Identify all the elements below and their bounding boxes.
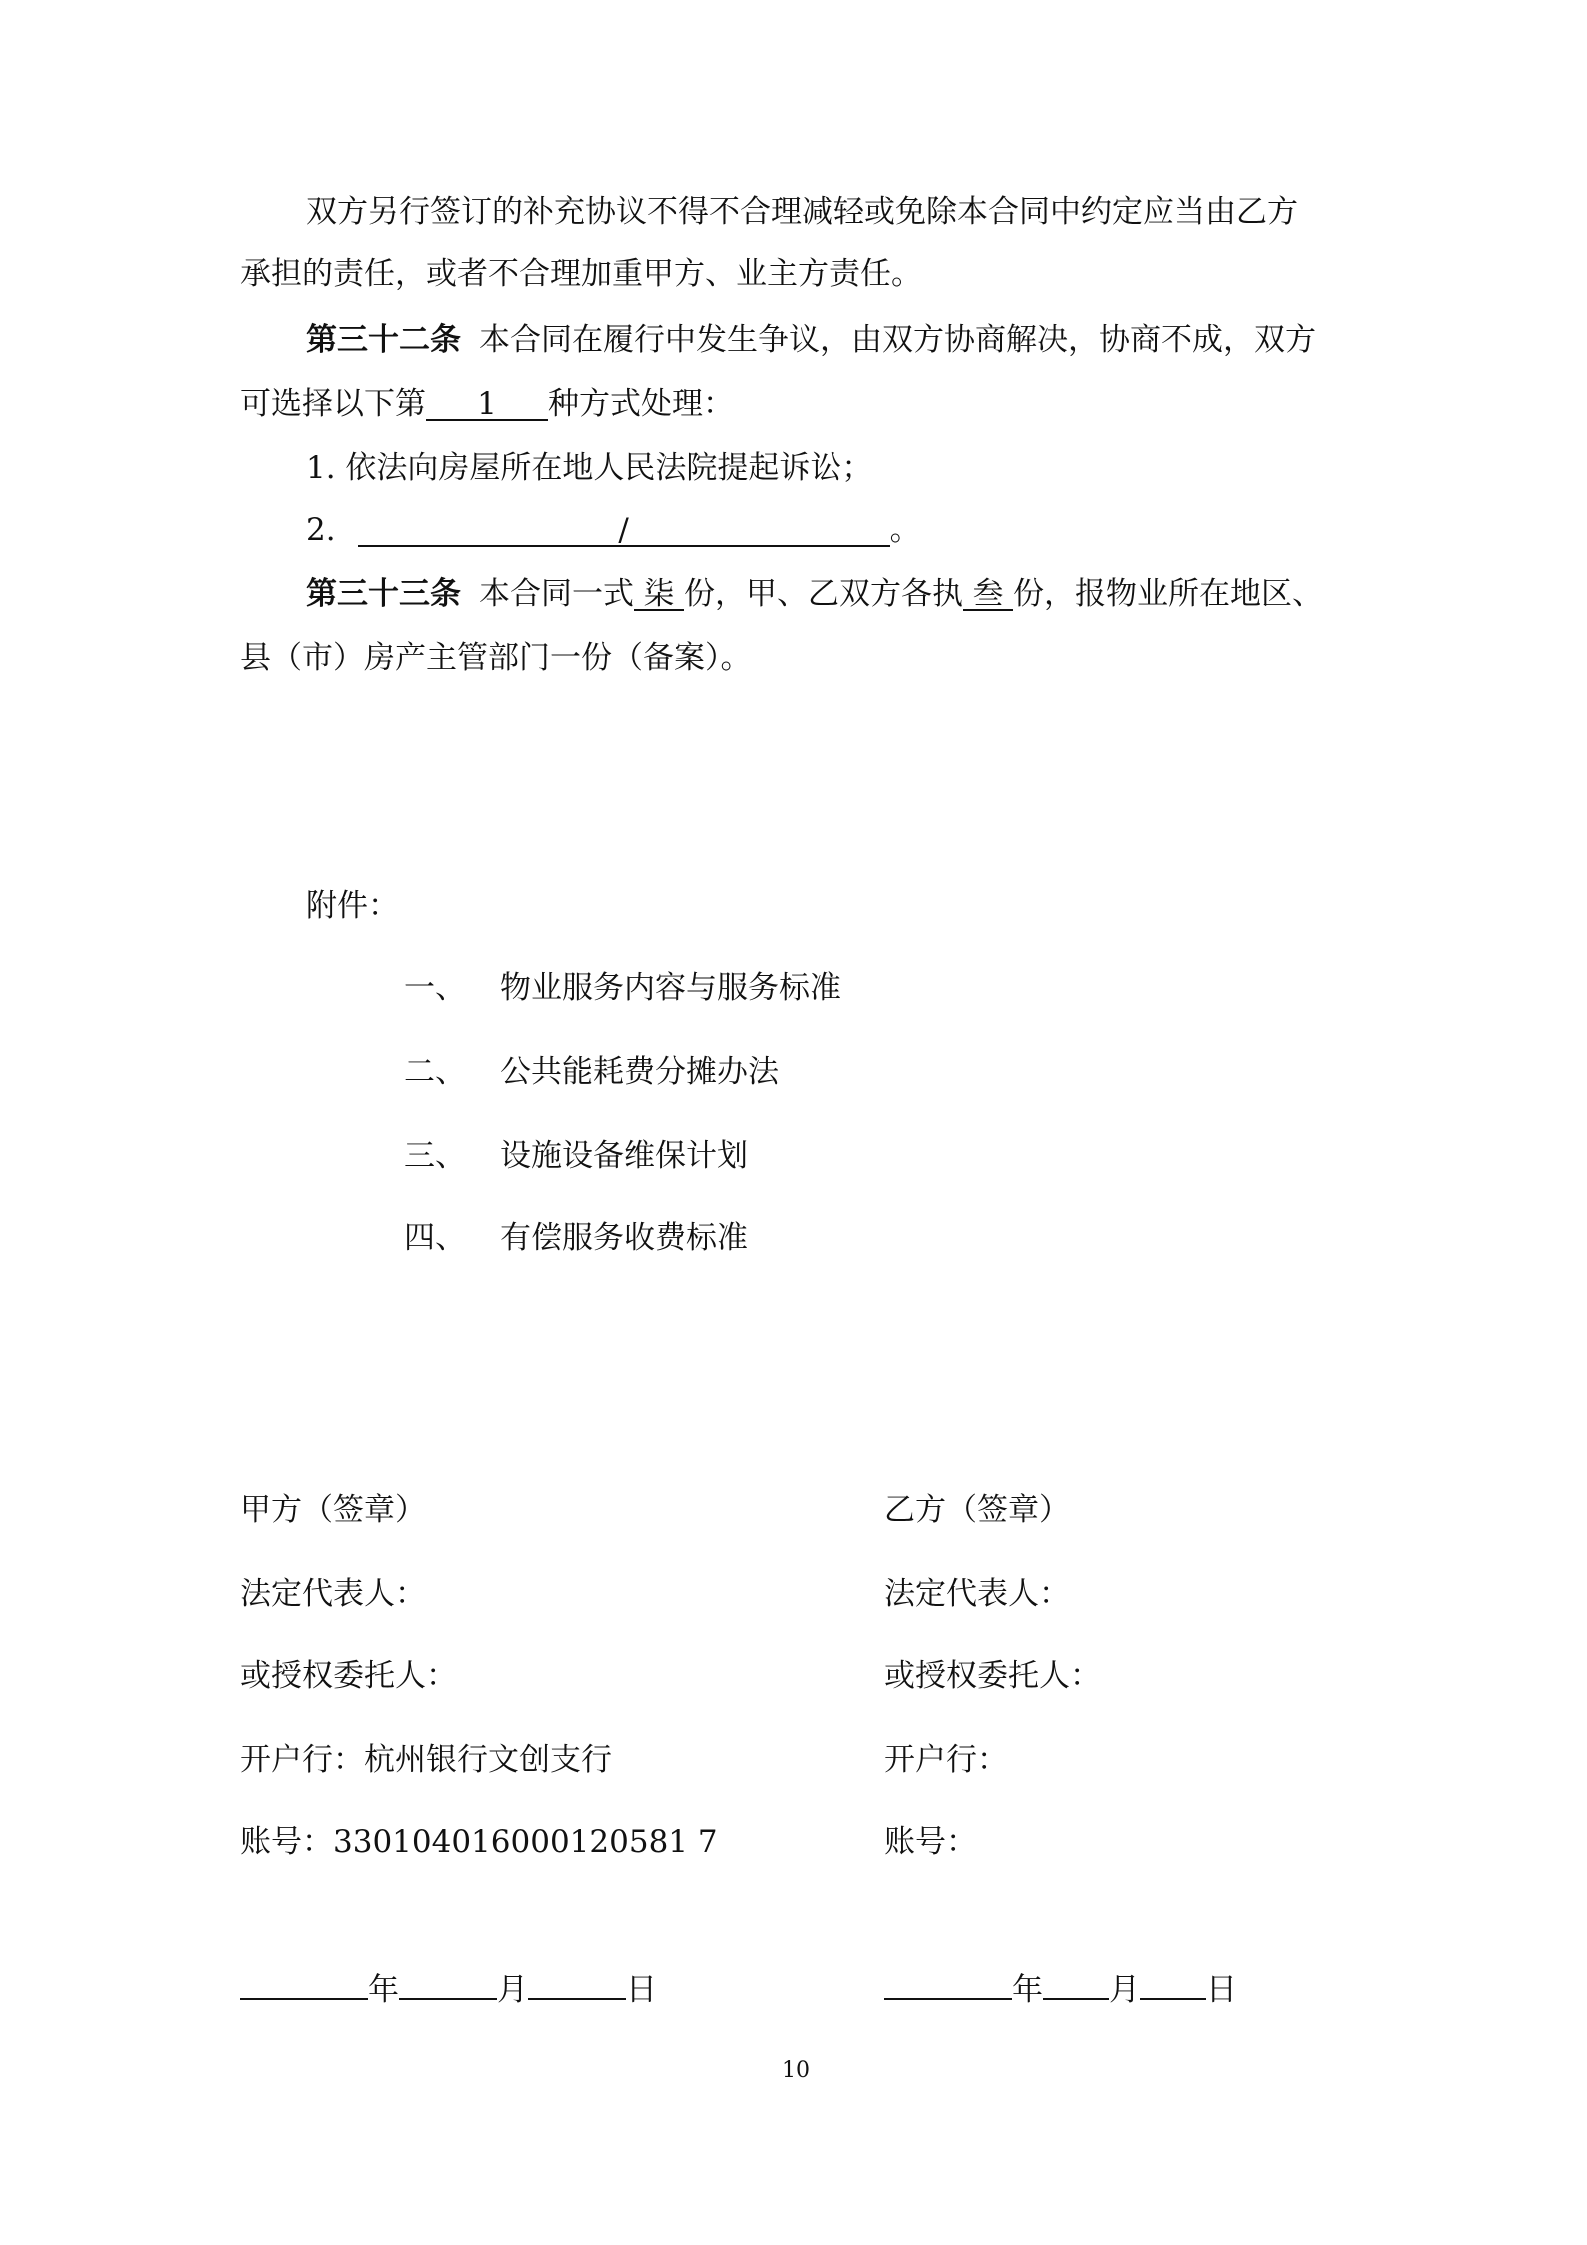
attachment-number: 一、 xyxy=(404,970,466,1006)
party-b-account: 账号： xyxy=(884,1824,977,1860)
paragraph-1-line-2: 承担的责任，或者不合理加重甲方、业主方责任。 xyxy=(240,256,922,292)
party-a-bank: 开户行：杭州银行文创支行 xyxy=(240,1742,612,1778)
attachments-heading: 附件： xyxy=(306,888,399,924)
article-33-text-c: 份，报物业所在地区、 xyxy=(1013,576,1323,612)
attachment-number: 三、 xyxy=(404,1138,466,1174)
attachment-text: 设施设备维保计划 xyxy=(500,1138,748,1174)
article-32-option-2-prefix: 2. xyxy=(306,512,336,548)
year-blank xyxy=(884,1968,1012,2000)
month-label: 月 xyxy=(1109,1972,1140,2008)
attachment-item xyxy=(404,1136,748,1176)
article-32-option-2-field: / xyxy=(358,515,890,547)
attachment-item xyxy=(404,1218,748,1258)
party-b-date xyxy=(884,1968,1237,2010)
party-a-date xyxy=(240,1968,657,2010)
month-blank xyxy=(399,1968,497,2000)
party-a-title: 甲方（签章） xyxy=(240,1492,426,1528)
year-label: 年 xyxy=(1012,1972,1043,2008)
day-label: 日 xyxy=(626,1972,657,2008)
article-32-option-1: 1. 依法向房屋所在地人民法院提起诉讼； xyxy=(306,450,873,486)
article-32-choice-field: 1 xyxy=(426,389,548,421)
article-33-line-1 xyxy=(306,574,1323,614)
day-blank xyxy=(1140,1968,1206,2000)
copies-total-field: 柒 xyxy=(634,579,684,611)
year-label: 年 xyxy=(368,1972,399,2008)
article-33-text-a: 本合同一式 xyxy=(479,576,634,612)
article-32-option-2 xyxy=(306,510,921,550)
article-33-text-b: 份，甲、乙双方各执 xyxy=(684,576,963,612)
party-b-bank: 开户行： xyxy=(884,1742,1008,1778)
attachment-number: 四、 xyxy=(404,1220,466,1256)
article-32-line-2 xyxy=(240,384,734,424)
article-32-text-2-prefix: 可选择以下第 xyxy=(240,386,426,422)
article-32-text-2-suffix: 种方式处理： xyxy=(548,386,734,422)
month-blank xyxy=(1043,1968,1109,2000)
party-b-title: 乙方（签章） xyxy=(884,1492,1070,1528)
article-32-text-1: 本合同在履行中发生争议，由双方协商解决，协商不成，双方 xyxy=(479,322,1316,358)
paragraph-1-line-1: 双方另行签订的补充协议不得不合理减轻或免除本合同中约定应当由乙方 xyxy=(306,194,1298,230)
copies-each-field: 叁 xyxy=(963,579,1013,611)
party-b-legal-rep: 法定代表人： xyxy=(884,1576,1070,1612)
attachment-text: 有偿服务收费标准 xyxy=(500,1220,748,1256)
attachment-item xyxy=(404,1052,779,1092)
month-label: 月 xyxy=(497,1972,528,2008)
article-32-line-1 xyxy=(306,320,1316,360)
attachment-text: 公共能耗费分摊办法 xyxy=(500,1054,779,1090)
article-33-title: 第三十三条 xyxy=(306,576,461,612)
day-blank xyxy=(528,1968,626,2000)
attachment-item xyxy=(404,968,841,1008)
party-b-agent: 或授权委托人： xyxy=(884,1658,1101,1694)
article-32-title: 第三十二条 xyxy=(306,322,461,358)
article-33-line-2: 县（市）房产主管部门一份（备案）。 xyxy=(240,640,752,676)
party-a-agent: 或授权委托人： xyxy=(240,1658,457,1694)
day-label: 日 xyxy=(1206,1972,1237,2008)
attachment-number: 二、 xyxy=(404,1054,466,1090)
article-32-option-2-suffix: 。 xyxy=(889,512,921,548)
page-number: 10 xyxy=(782,2058,810,2083)
attachment-text: 物业服务内容与服务标准 xyxy=(500,970,841,1006)
party-a-account: 账号：330104016000120581 7 xyxy=(240,1824,718,1860)
party-a-legal-rep: 法定代表人： xyxy=(240,1576,426,1612)
year-blank xyxy=(240,1968,368,2000)
